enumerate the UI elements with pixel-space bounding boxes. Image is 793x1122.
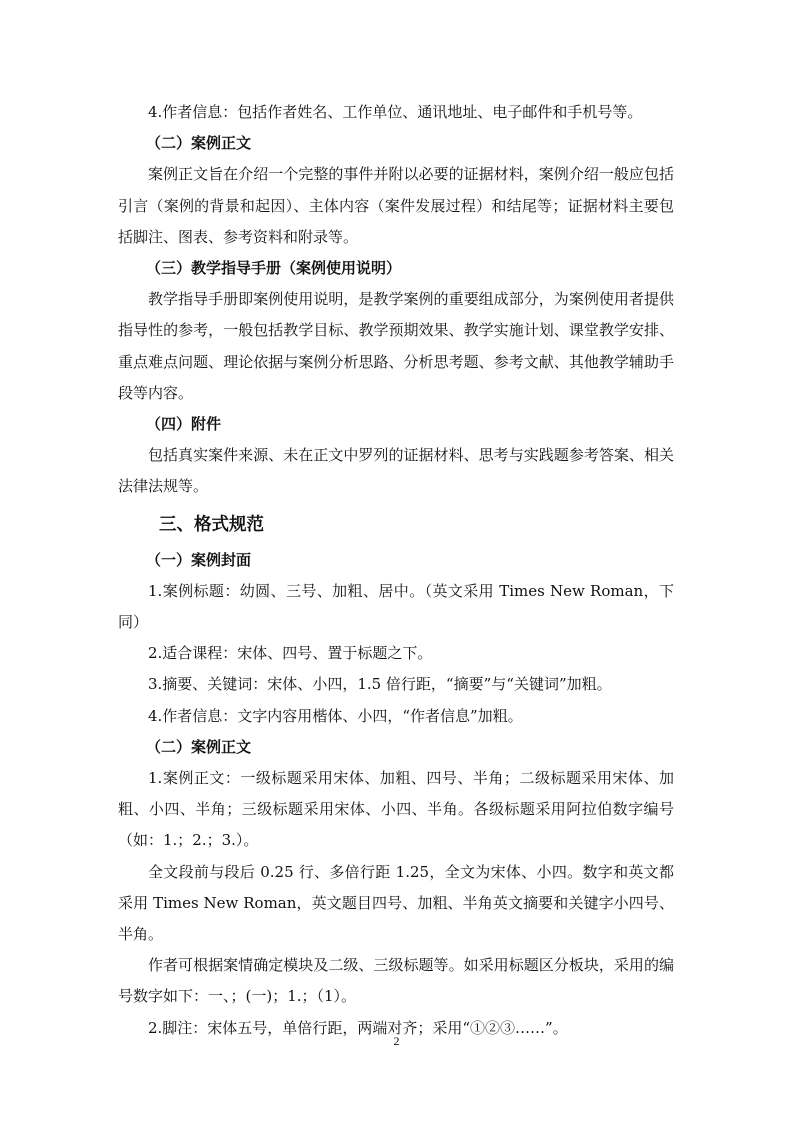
section-case-body-heading: （二）案例正文: [146, 134, 252, 153]
teaching-guide-paragraph: 教学指导手册即案例使用说明，是教学案例的重要组成部分，为案例使用者提供指导性的参考，一般包括教学目标、教学预期效果、教学实施计划、课堂教学安排、重点难点问题、理论依据与案例分析思路、分析思考题、参考文献、其他教学辅助手段等内容。: [118, 290, 674, 402]
format-body-footnote-item: 2.脚注：宋体五号，单倍行距，两端对齐；采用“①②③……”。: [148, 1018, 568, 1037]
case-body-paragraph: 案例正文旨在介绍一个完整的事件并附以必要的证据材料，案例介绍一般应包括引言（案例的背景和起因）、主体内容（案件发展过程）和结尾等；证据材料主要包括脚注、图表、参考资料和附录等。: [118, 165, 674, 246]
section-format-heading: 三、格式规范: [159, 514, 264, 535]
section-cover-heading: （一）案例封面: [146, 550, 252, 569]
format-body-item-1: 1.案例正文：一级标题采用宋体、加粗、四号、半角；二级标题采用宋体、加粗、小四、半角；三级标题采用宋体、小四、半角。各级标题采用阿拉伯数字编号（如：1.；2.；3.）。: [118, 769, 674, 850]
format-body-spacing-paragraph: 全文段前与段后 0.25 行、多倍行距 1.25，全文为宋体、小四。数字和英文都采用 Times New Roman，英文题目四号、加粗、半角英文摘要和关键字小四号、半角。: [118, 862, 674, 944]
section-format-body-heading: （二）案例正文: [146, 737, 252, 756]
cover-title-item: 1.案例标题：幼圆、三号、加粗、居中。（英文采用 Times New Roman，下同）: [118, 581, 674, 632]
format-body-numbering-paragraph: 作者可根据案情确定模块及二级、三级标题等。如采用标题区分板块，采用的编号数字如下：一、；(一)；1.；（1）。: [118, 956, 674, 1006]
cover-abstract-item: 3.摘要、关键词：宋体、小四，1.5 倍行距，“摘要”与“关键词”加粗。: [148, 675, 612, 694]
author-info-item: 4.作者信息：包括作者姓名、工作单位、通讯地址、电子邮件和手机号等。: [148, 103, 643, 121]
section-teaching-guide-heading: （三）教学指导手册（案例使用说明）: [146, 259, 402, 278]
cover-author-item: 4.作者信息：文字内容用楷体、小四，“作者信息”加粗。: [148, 706, 523, 725]
document-content: [118, 97, 674, 1044]
section-appendix-heading: （四）附件: [146, 415, 222, 434]
cover-course-item: 2.适合课程：宋体、四号、置于标题之下。: [148, 644, 433, 663]
page-number: 2: [393, 1034, 400, 1048]
appendix-paragraph: 包括真实案件来源、未在正文中罗列的证据材料、思考与实践题参考答案、相关法律法规等。: [118, 446, 674, 496]
